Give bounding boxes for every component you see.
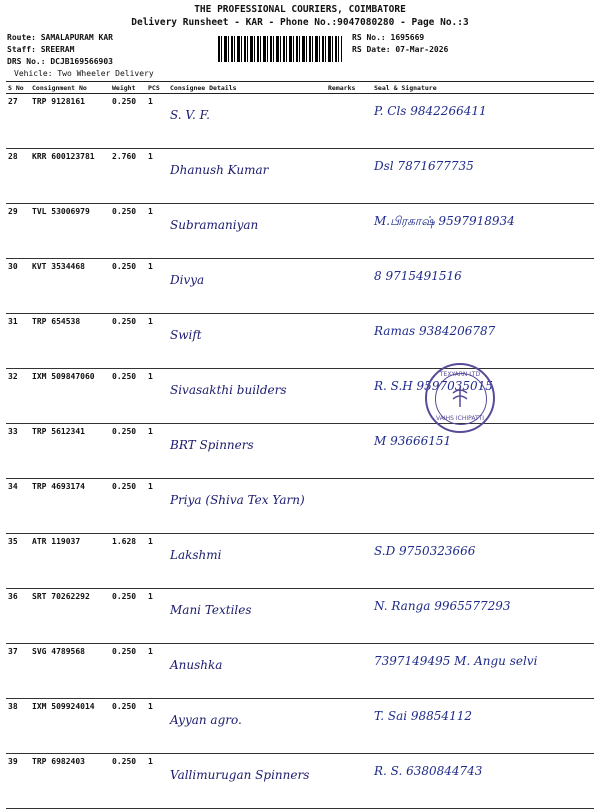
rs-date: RS Date: 07-Mar-2026 <box>352 45 449 54</box>
company-seal-stamp <box>425 363 495 433</box>
table-row <box>6 204 594 259</box>
row-signature: 7397149495 M. Angu selvi <box>372 644 594 699</box>
row-sno: 32 <box>6 369 30 424</box>
col-weight: Weight <box>110 82 146 94</box>
table-row <box>6 314 594 369</box>
row-remarks <box>326 314 372 369</box>
row-signature: P. Cls 9842266411 <box>372 94 594 149</box>
row-consignee: Dhanush Kumar <box>168 149 326 204</box>
row-pcs: 1 <box>146 259 168 314</box>
row-weight: 2.760 <box>110 149 146 204</box>
staff-label: Staff: SREERAM <box>7 45 75 54</box>
table-row <box>6 589 594 644</box>
row-remarks <box>326 534 372 589</box>
row-weight: 0.250 <box>110 204 146 259</box>
row-signature: R. S. 6380844743 <box>372 754 594 809</box>
row-pcs: 1 <box>146 94 168 149</box>
row-consignment: ATR 119037 <box>30 534 110 589</box>
row-remarks <box>326 149 372 204</box>
row-signature <box>372 479 594 534</box>
row-signature: T. Sai 98854112 <box>372 699 594 754</box>
row-remarks <box>326 424 372 479</box>
row-remarks <box>326 204 372 259</box>
vehicle-label: Vehicle: Two Wheeler Delivery <box>14 69 154 78</box>
row-weight: 0.250 <box>110 259 146 314</box>
row-consignee: Swift <box>168 314 326 369</box>
row-consignee: Subramaniyan <box>168 204 326 259</box>
table-row <box>6 479 594 534</box>
row-sno: 39 <box>6 754 30 809</box>
row-remarks <box>326 644 372 699</box>
row-sno: 29 <box>6 204 30 259</box>
row-consignee: Sivasakthi builders <box>168 369 326 424</box>
row-consignment: TRP 6982403 <box>30 754 110 809</box>
row-consignee: Lakshmi <box>168 534 326 589</box>
row-sno: 28 <box>6 149 30 204</box>
row-remarks <box>326 369 372 424</box>
row-pcs: 1 <box>146 644 168 699</box>
table-row <box>6 424 594 479</box>
row-weight: 0.250 <box>110 369 146 424</box>
table-body <box>6 94 594 809</box>
row-signature: 8 9715491516 <box>372 259 594 314</box>
row-pcs: 1 <box>146 699 168 754</box>
row-consignee: Divya <box>168 259 326 314</box>
seal-emblem-icon <box>449 385 471 409</box>
row-pcs: 1 <box>146 204 168 259</box>
col-signature: Seal & Signature <box>372 82 594 94</box>
row-consignment: IXM 509924014 <box>30 699 110 754</box>
row-sno: 33 <box>6 424 30 479</box>
row-remarks <box>326 589 372 644</box>
row-remarks <box>326 754 372 809</box>
row-sno: 38 <box>6 699 30 754</box>
col-pcs: PCS <box>146 82 168 94</box>
row-weight: 0.250 <box>110 424 146 479</box>
row-sno: 34 <box>6 479 30 534</box>
table-row <box>6 754 594 809</box>
table-row <box>6 259 594 314</box>
row-sno: 27 <box>6 94 30 149</box>
table-row <box>6 149 594 204</box>
row-consignee: Anushka <box>168 644 326 699</box>
col-remarks: Remarks <box>326 82 372 94</box>
table-row <box>6 369 594 424</box>
row-weight: 0.250 <box>110 754 146 809</box>
row-weight: 0.250 <box>110 644 146 699</box>
row-remarks <box>326 699 372 754</box>
row-signature: Ramas 9384206787 <box>372 314 594 369</box>
row-signature: M 93666151 <box>372 424 594 479</box>
row-sno: 31 <box>6 314 30 369</box>
row-pcs: 1 <box>146 424 168 479</box>
row-consignment: TRP 5612341 <box>30 424 110 479</box>
runsheet-table <box>6 81 594 809</box>
row-signature: M.பிரகாஷ் 9597918934 <box>372 204 594 259</box>
row-weight: 0.250 <box>110 94 146 149</box>
drs-number: DRS No.: DCJB169566903 <box>7 57 113 66</box>
row-pcs: 1 <box>146 369 168 424</box>
row-remarks <box>326 259 372 314</box>
row-pcs: 1 <box>146 589 168 644</box>
col-consignee: Consignee Details <box>168 82 326 94</box>
route-label: Route: SAMALAPURAM KAR <box>7 33 113 42</box>
row-pcs: 1 <box>146 534 168 589</box>
row-consignment: TVL 53006979 <box>30 204 110 259</box>
table-row <box>6 534 594 589</box>
row-signature: N. Ranga 9965577293 <box>372 589 594 644</box>
row-weight: 0.250 <box>110 314 146 369</box>
row-weight: 0.250 <box>110 699 146 754</box>
row-pcs: 1 <box>146 314 168 369</box>
page-title: THE PROFESSIONAL COURIERS, COIMBATORE <box>194 4 406 15</box>
row-sno: 30 <box>6 259 30 314</box>
row-consignment: IXM 509847060 <box>30 369 110 424</box>
row-consignee: Ayyan agro. <box>168 699 326 754</box>
row-consignment: KVT 3534468 <box>30 259 110 314</box>
row-remarks <box>326 479 372 534</box>
row-sno: 35 <box>6 534 30 589</box>
row-consignee: S. V. F. <box>168 94 326 149</box>
row-signature: S.D 9750323666 <box>372 534 594 589</box>
row-consignment: TRP 654538 <box>30 314 110 369</box>
row-consignment: KRR 600123781 <box>30 149 110 204</box>
row-consignee: Vallimurugan Spinners <box>168 754 326 809</box>
row-consignment: SRT 70262292 <box>30 589 110 644</box>
row-consignee: Priya (Shiva Tex Yarn) <box>168 479 326 534</box>
page-subtitle: Delivery Runsheet - KAR - Phone No.:9047080280 - Page No.:3 <box>131 17 469 28</box>
table-header <box>6 82 594 94</box>
barcode-image <box>218 36 342 62</box>
row-sno: 36 <box>6 589 30 644</box>
table-row <box>6 644 594 699</box>
seal-text-bottom: VAIHS ICHIPATTI <box>436 415 484 422</box>
row-pcs: 1 <box>146 479 168 534</box>
row-consignment: SVG 4789568 <box>30 644 110 699</box>
row-signature: Dsl 7871677735 <box>372 149 594 204</box>
table-row <box>6 699 594 754</box>
row-consignment: TRP 9128161 <box>30 94 110 149</box>
row-consignment: TRP 4693174 <box>30 479 110 534</box>
col-sno: S No <box>6 82 30 94</box>
seal-text-top: TEXYARN LTD <box>439 371 481 378</box>
table-row <box>6 94 594 149</box>
row-consignee: Mani Textiles <box>168 589 326 644</box>
rs-number: RS No.: 1695669 <box>352 33 425 42</box>
row-pcs: 1 <box>146 754 168 809</box>
row-consignee: BRT Spinners <box>168 424 326 479</box>
row-weight: 0.250 <box>110 589 146 644</box>
row-remarks <box>326 94 372 149</box>
row-weight: 1.628 <box>110 534 146 589</box>
col-consignment: Consignment No <box>30 82 110 94</box>
row-sno: 37 <box>6 644 30 699</box>
row-weight: 0.250 <box>110 479 146 534</box>
row-pcs: 1 <box>146 149 168 204</box>
row-signature: R. S.H 9597035015 <box>372 369 594 424</box>
